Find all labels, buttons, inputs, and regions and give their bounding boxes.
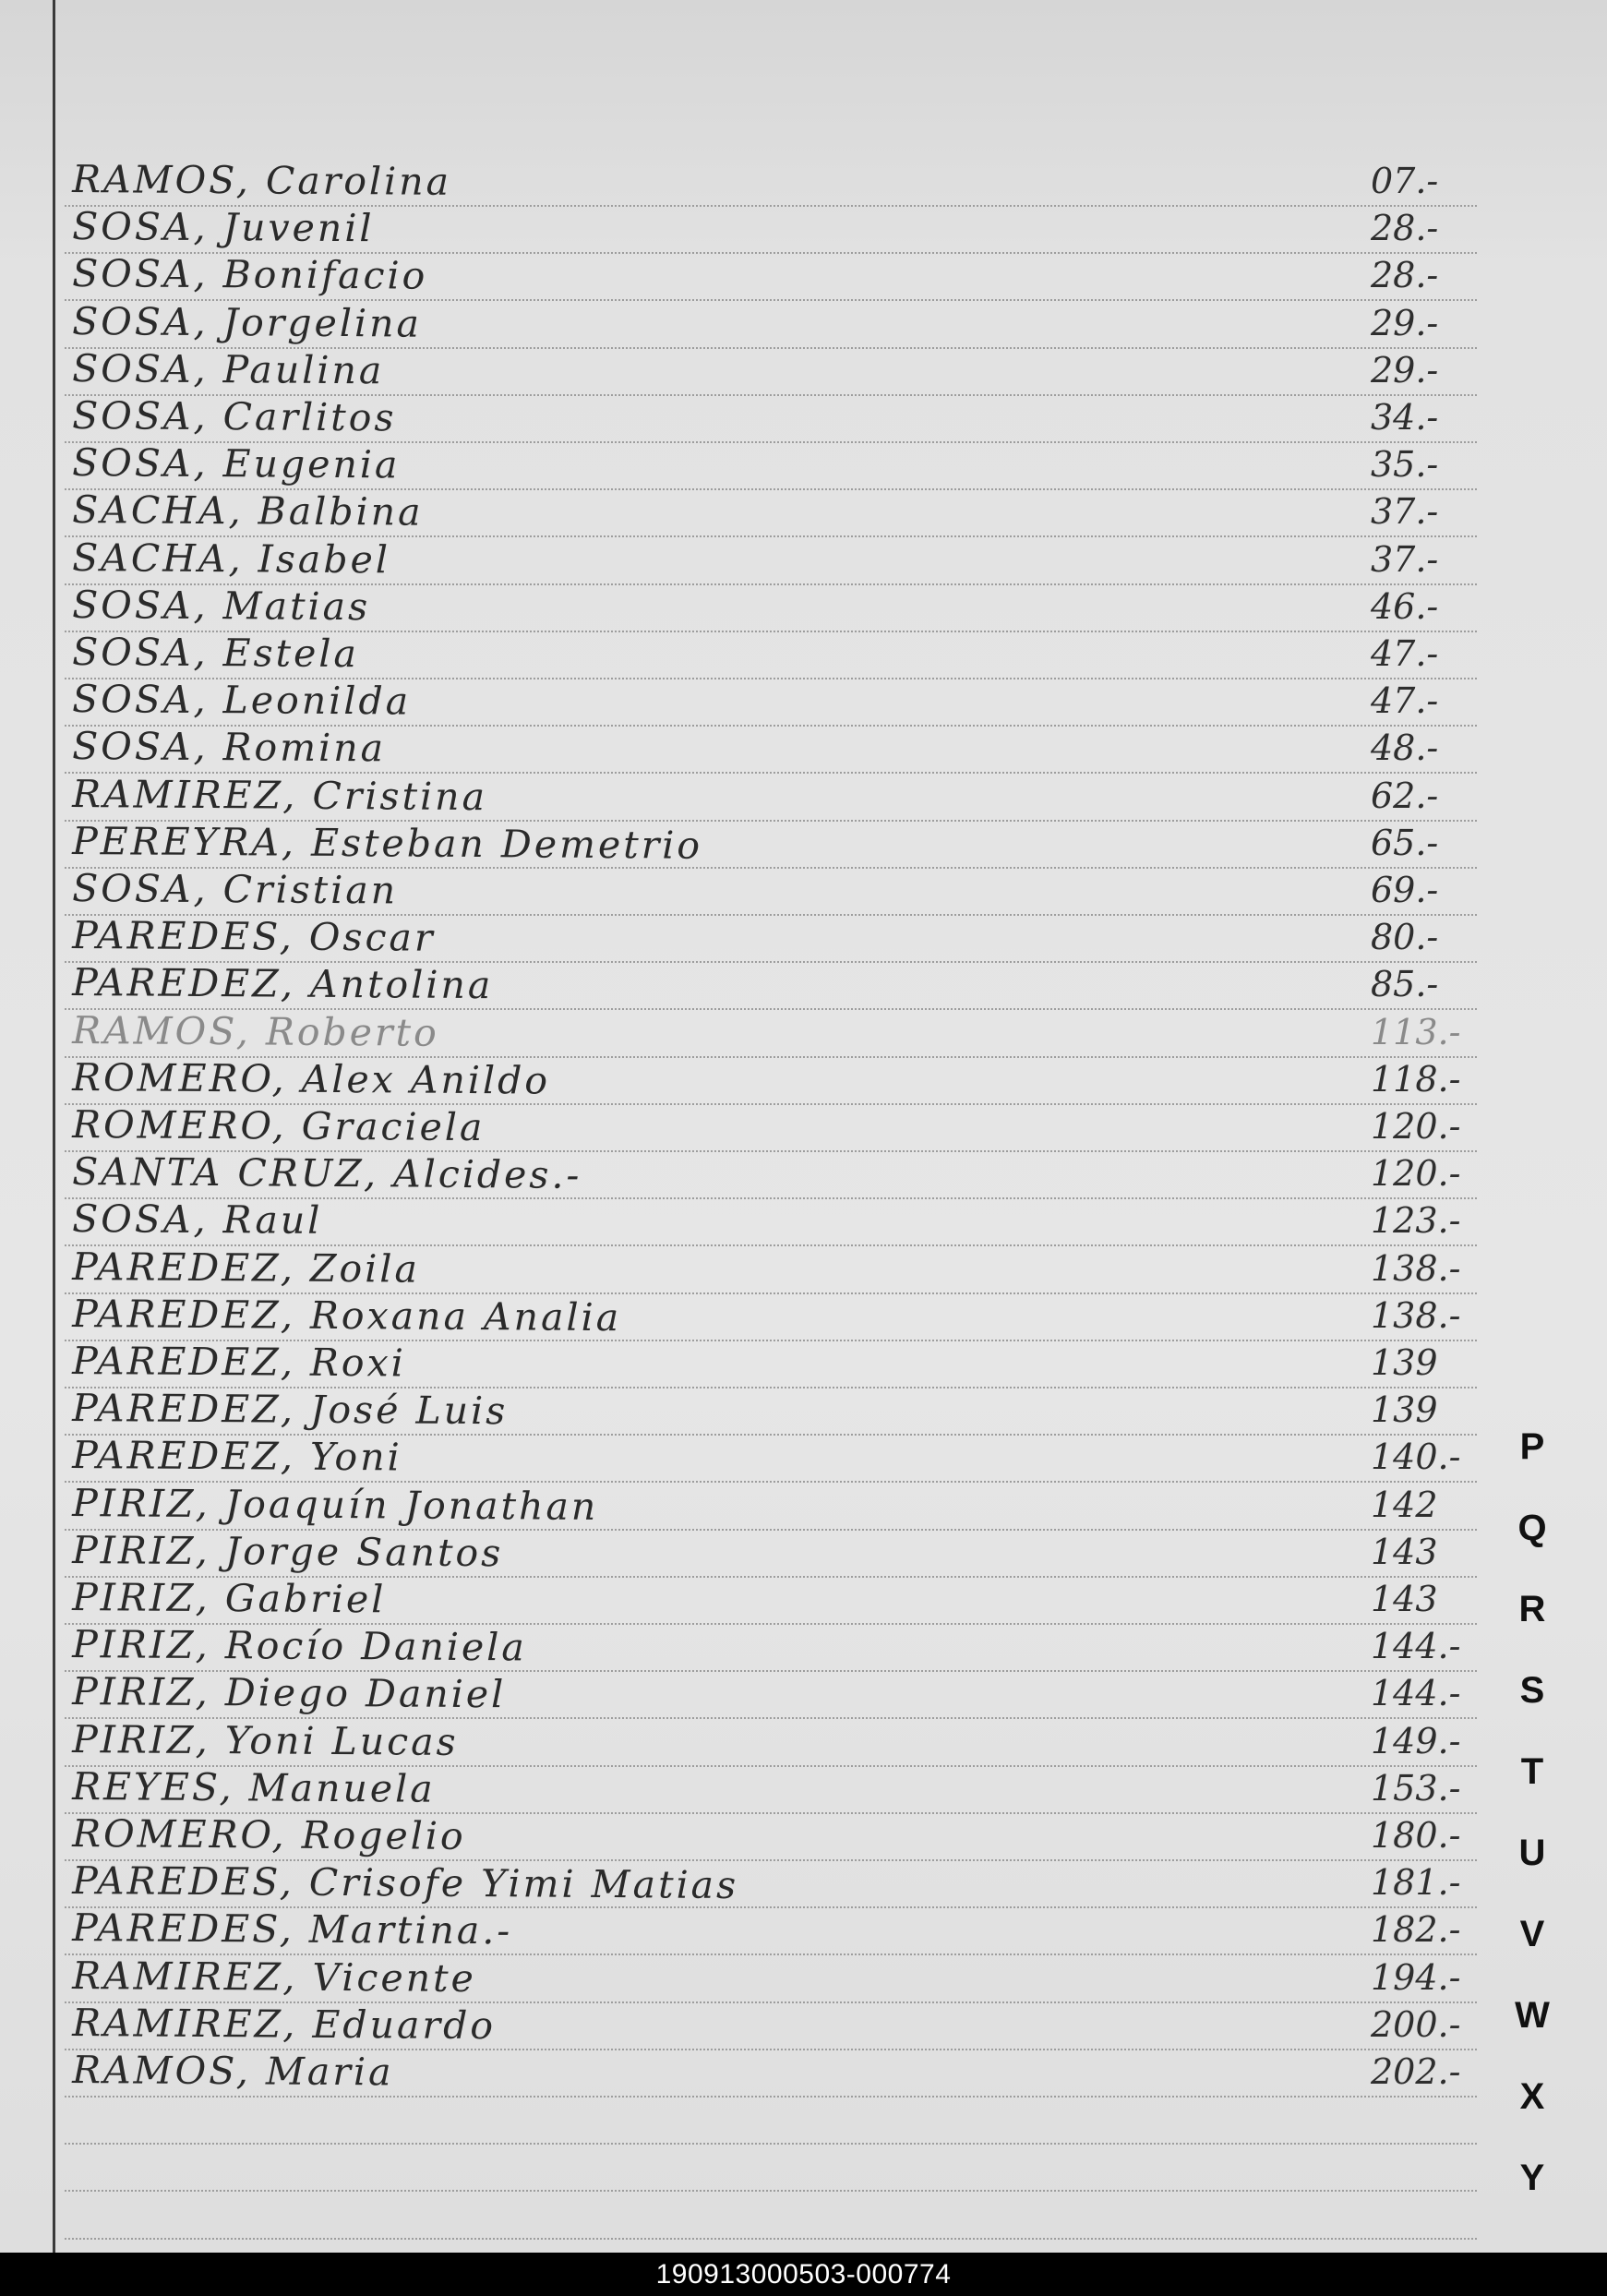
index-entry <box>65 345 1523 394</box>
index-entry <box>65 1340 1523 1387</box>
index-entry <box>65 1907 1523 1953</box>
entry-name: SANTA CRUZ, Alcides.- <box>72 1149 582 1198</box>
alphabet-tab[interactable]: X <box>1519 2076 1545 2117</box>
index-entry <box>65 1624 1523 1670</box>
entry-name: RAMIREZ, Cristina <box>72 771 488 819</box>
entry-name: ROMERO, Graciela <box>72 1102 486 1150</box>
entry-name: SOSA, Cristian <box>72 866 399 913</box>
index-entry <box>65 1480 1523 1529</box>
index-entry <box>65 159 1523 205</box>
entry-name: SOSA, Paulina <box>72 345 385 393</box>
entry-name: PAREDEZ, Roxi <box>72 1339 406 1386</box>
index-entry <box>65 1716 1523 1765</box>
entry-name: SOSA, Leonilda <box>72 677 412 724</box>
entry-page-number: 181.- <box>1371 1862 1461 1904</box>
entry-page-number: 139 <box>1371 1389 1438 1431</box>
entry-page-number: 37.- <box>1371 491 1439 533</box>
entry-page-number: 113.- <box>1371 1011 1461 1052</box>
entry-name: ROMERO, Alex Anildo <box>72 1054 551 1103</box>
index-entry <box>65 253 1523 299</box>
entry-page-number: 62.- <box>1371 775 1439 816</box>
alphabet-tab[interactable]: V <box>1519 1914 1545 1954</box>
entry-name: PIRIZ, Rocío Daniela <box>72 1622 528 1670</box>
entry-name: PAREDES, Oscar <box>72 913 436 960</box>
entry-name: RAMOS, Roberto <box>72 1007 439 1055</box>
index-entry <box>65 962 1523 1008</box>
entry-name: SACHA, Balbina <box>72 487 424 535</box>
entry-name: RAMIREZ, Eduardo <box>72 2000 497 2049</box>
index-entry <box>65 1198 1523 1244</box>
index-entry <box>65 771 1523 820</box>
index-entry <box>65 631 1523 678</box>
entry-page-number: 46.- <box>1371 585 1439 627</box>
index-entry <box>65 1860 1523 1906</box>
entry-name: SOSA, Matias <box>72 582 371 630</box>
entry-name: PAREDES, Martina.- <box>72 1905 513 1953</box>
index-entry <box>65 2002 1523 2049</box>
index-entry <box>65 298 1523 347</box>
index-entry <box>65 818 1523 868</box>
index-entry <box>65 1435 1523 1481</box>
index-entry <box>65 442 1523 488</box>
entry-page-number: 120.- <box>1371 1153 1461 1195</box>
entry-page-number: 142 <box>1371 1484 1438 1525</box>
index-entry <box>65 1763 1523 1812</box>
index-entry <box>65 537 1523 583</box>
alphabet-tab[interactable]: S <box>1519 1670 1545 1711</box>
index-entry <box>65 2050 1523 2096</box>
entry-name: PIRIZ, Diego Daniel <box>72 1669 507 1717</box>
alphabet-tab[interactable]: Q <box>1517 1508 1547 1548</box>
entry-page-number: 48.- <box>1371 727 1439 769</box>
index-entry <box>65 1246 1523 1292</box>
alphabet-tab[interactable]: U <box>1518 1833 1546 1873</box>
entry-page-number: 120.- <box>1371 1106 1461 1147</box>
entry-page-number: 34.- <box>1371 397 1439 438</box>
alphabet-tab[interactable]: T <box>1520 1751 1544 1792</box>
entry-name: SOSA, Raul <box>72 1196 323 1244</box>
entry-page-number: 144.- <box>1371 1673 1461 1714</box>
entry-page-number: 85.- <box>1371 964 1439 1005</box>
index-entry <box>65 1527 1523 1576</box>
entry-name: PAREDEZ, Yoni <box>72 1433 402 1480</box>
index-entry <box>65 489 1523 535</box>
entry-page-number: 139 <box>1371 1342 1438 1383</box>
entry-name: PAREDEZ, Roxana Analia <box>72 1291 622 1340</box>
entry-page-number: 47.- <box>1371 633 1439 674</box>
index-entry <box>65 395 1523 441</box>
index-entry <box>65 1293 1523 1340</box>
entry-page-number: 138.- <box>1371 1247 1461 1289</box>
entry-page-number: 202.- <box>1371 2051 1461 2092</box>
entry-page-number: 140.- <box>1371 1437 1461 1478</box>
entry-page-number: 182.- <box>1371 1909 1461 1951</box>
entry-page-number: 118.- <box>1371 1058 1461 1100</box>
entry-name: SOSA, Romina <box>72 724 387 771</box>
entry-page-number: 47.- <box>1371 680 1439 722</box>
entry-name: SOSA, Jorgelina <box>72 298 423 346</box>
index-entry <box>65 868 1523 914</box>
entry-page-number: 138.- <box>1371 1294 1461 1336</box>
entry-name: SOSA, Juvenil <box>72 204 375 251</box>
entry-name: PIRIZ, Jorge Santos <box>72 1527 504 1576</box>
entry-page-number: 65.- <box>1371 822 1439 863</box>
entry-page-number: 143 <box>1371 1579 1438 1619</box>
entry-page-number: 123.- <box>1371 1200 1461 1242</box>
index-entry <box>65 679 1523 725</box>
index-entry <box>65 915 1523 961</box>
alphabet-tab[interactable]: P <box>1519 1426 1545 1467</box>
index-entry <box>65 1671 1523 1717</box>
index-entry <box>65 1813 1523 1859</box>
entry-page-number: 29.- <box>1371 349 1439 391</box>
entry-page-number: 37.- <box>1371 538 1439 580</box>
entry-name: SOSA, Estela <box>72 630 360 677</box>
entry-page-number: 28.- <box>1371 208 1439 249</box>
entry-name: RAMIREZ, Vicente <box>72 1953 476 2001</box>
entry-name: PIRIZ, Yoni Lucas <box>72 1716 459 1764</box>
index-entry <box>65 1577 1523 1623</box>
entry-name: RAMOS, Carolina <box>72 157 452 204</box>
entry-name: SOSA, Bonifacio <box>72 251 428 299</box>
entry-page-number: 153.- <box>1371 1767 1461 1809</box>
entry-page-number: 149.- <box>1371 1720 1461 1761</box>
index-entry <box>65 1104 1523 1150</box>
index-entry <box>65 726 1523 772</box>
entry-page-number: 180.- <box>1371 1815 1461 1856</box>
entry-name: PAREDEZ, Zoila <box>72 1244 421 1292</box>
document-footer <box>0 2253 1607 2296</box>
entry-name: RAMOS, Maria <box>72 2048 394 2095</box>
entry-page-number: 35.- <box>1371 444 1439 486</box>
index-entry <box>65 1955 1523 2001</box>
index-entry <box>65 584 1523 631</box>
index-entry <box>65 206 1523 252</box>
index-entry <box>65 1007 1523 1056</box>
index-entry <box>65 1151 1523 1197</box>
entry-page-number: 80.- <box>1371 917 1439 958</box>
entry-page-number: 200.- <box>1371 2003 1461 2045</box>
alphabet-tab[interactable]: W <box>1515 1995 1550 2036</box>
entry-name: PAREDEZ, José Luis <box>72 1386 509 1434</box>
entry-page-number: 143 <box>1371 1531 1438 1572</box>
entry-page-number: 144.- <box>1371 1626 1461 1667</box>
entry-name: PAREDEZ, Antolina <box>72 960 494 1008</box>
entry-page-number: 29.- <box>1371 302 1439 343</box>
entry-name: SACHA, Isabel <box>72 535 391 583</box>
entry-name: SOSA, Carlitos <box>72 393 397 440</box>
document-code: 190913000503-000774 <box>655 2259 952 2290</box>
index-entry <box>65 1388 1523 1434</box>
entry-name: PIRIZ, Joaquín Jonathan <box>72 1480 599 1529</box>
entry-page-number: 194.- <box>1371 1956 1461 1998</box>
entry-name: PEREYRA, Esteban Demetrio <box>72 818 703 868</box>
entry-name: REYES, Manuela <box>72 1763 436 1811</box>
entry-page-number: 28.- <box>1371 255 1439 296</box>
entry-name: PIRIZ, Gabriel <box>72 1575 387 1622</box>
alphabet-tab[interactable]: R <box>1518 1589 1546 1629</box>
entry-name: PAREDES, Crisofe Yimi Matias <box>72 1858 739 1908</box>
alphabet-index-tabs <box>1495 1426 1569 2253</box>
entry-page-number: 69.- <box>1371 870 1439 910</box>
index-entry <box>65 1054 1523 1103</box>
alphabet-tab[interactable]: Y <box>1519 2158 1545 2198</box>
entry-name: ROMERO, Rogelio <box>72 1811 466 1858</box>
entry-page-number: 07.- <box>1371 161 1439 201</box>
entry-name: SOSA, Eugenia <box>72 440 401 487</box>
